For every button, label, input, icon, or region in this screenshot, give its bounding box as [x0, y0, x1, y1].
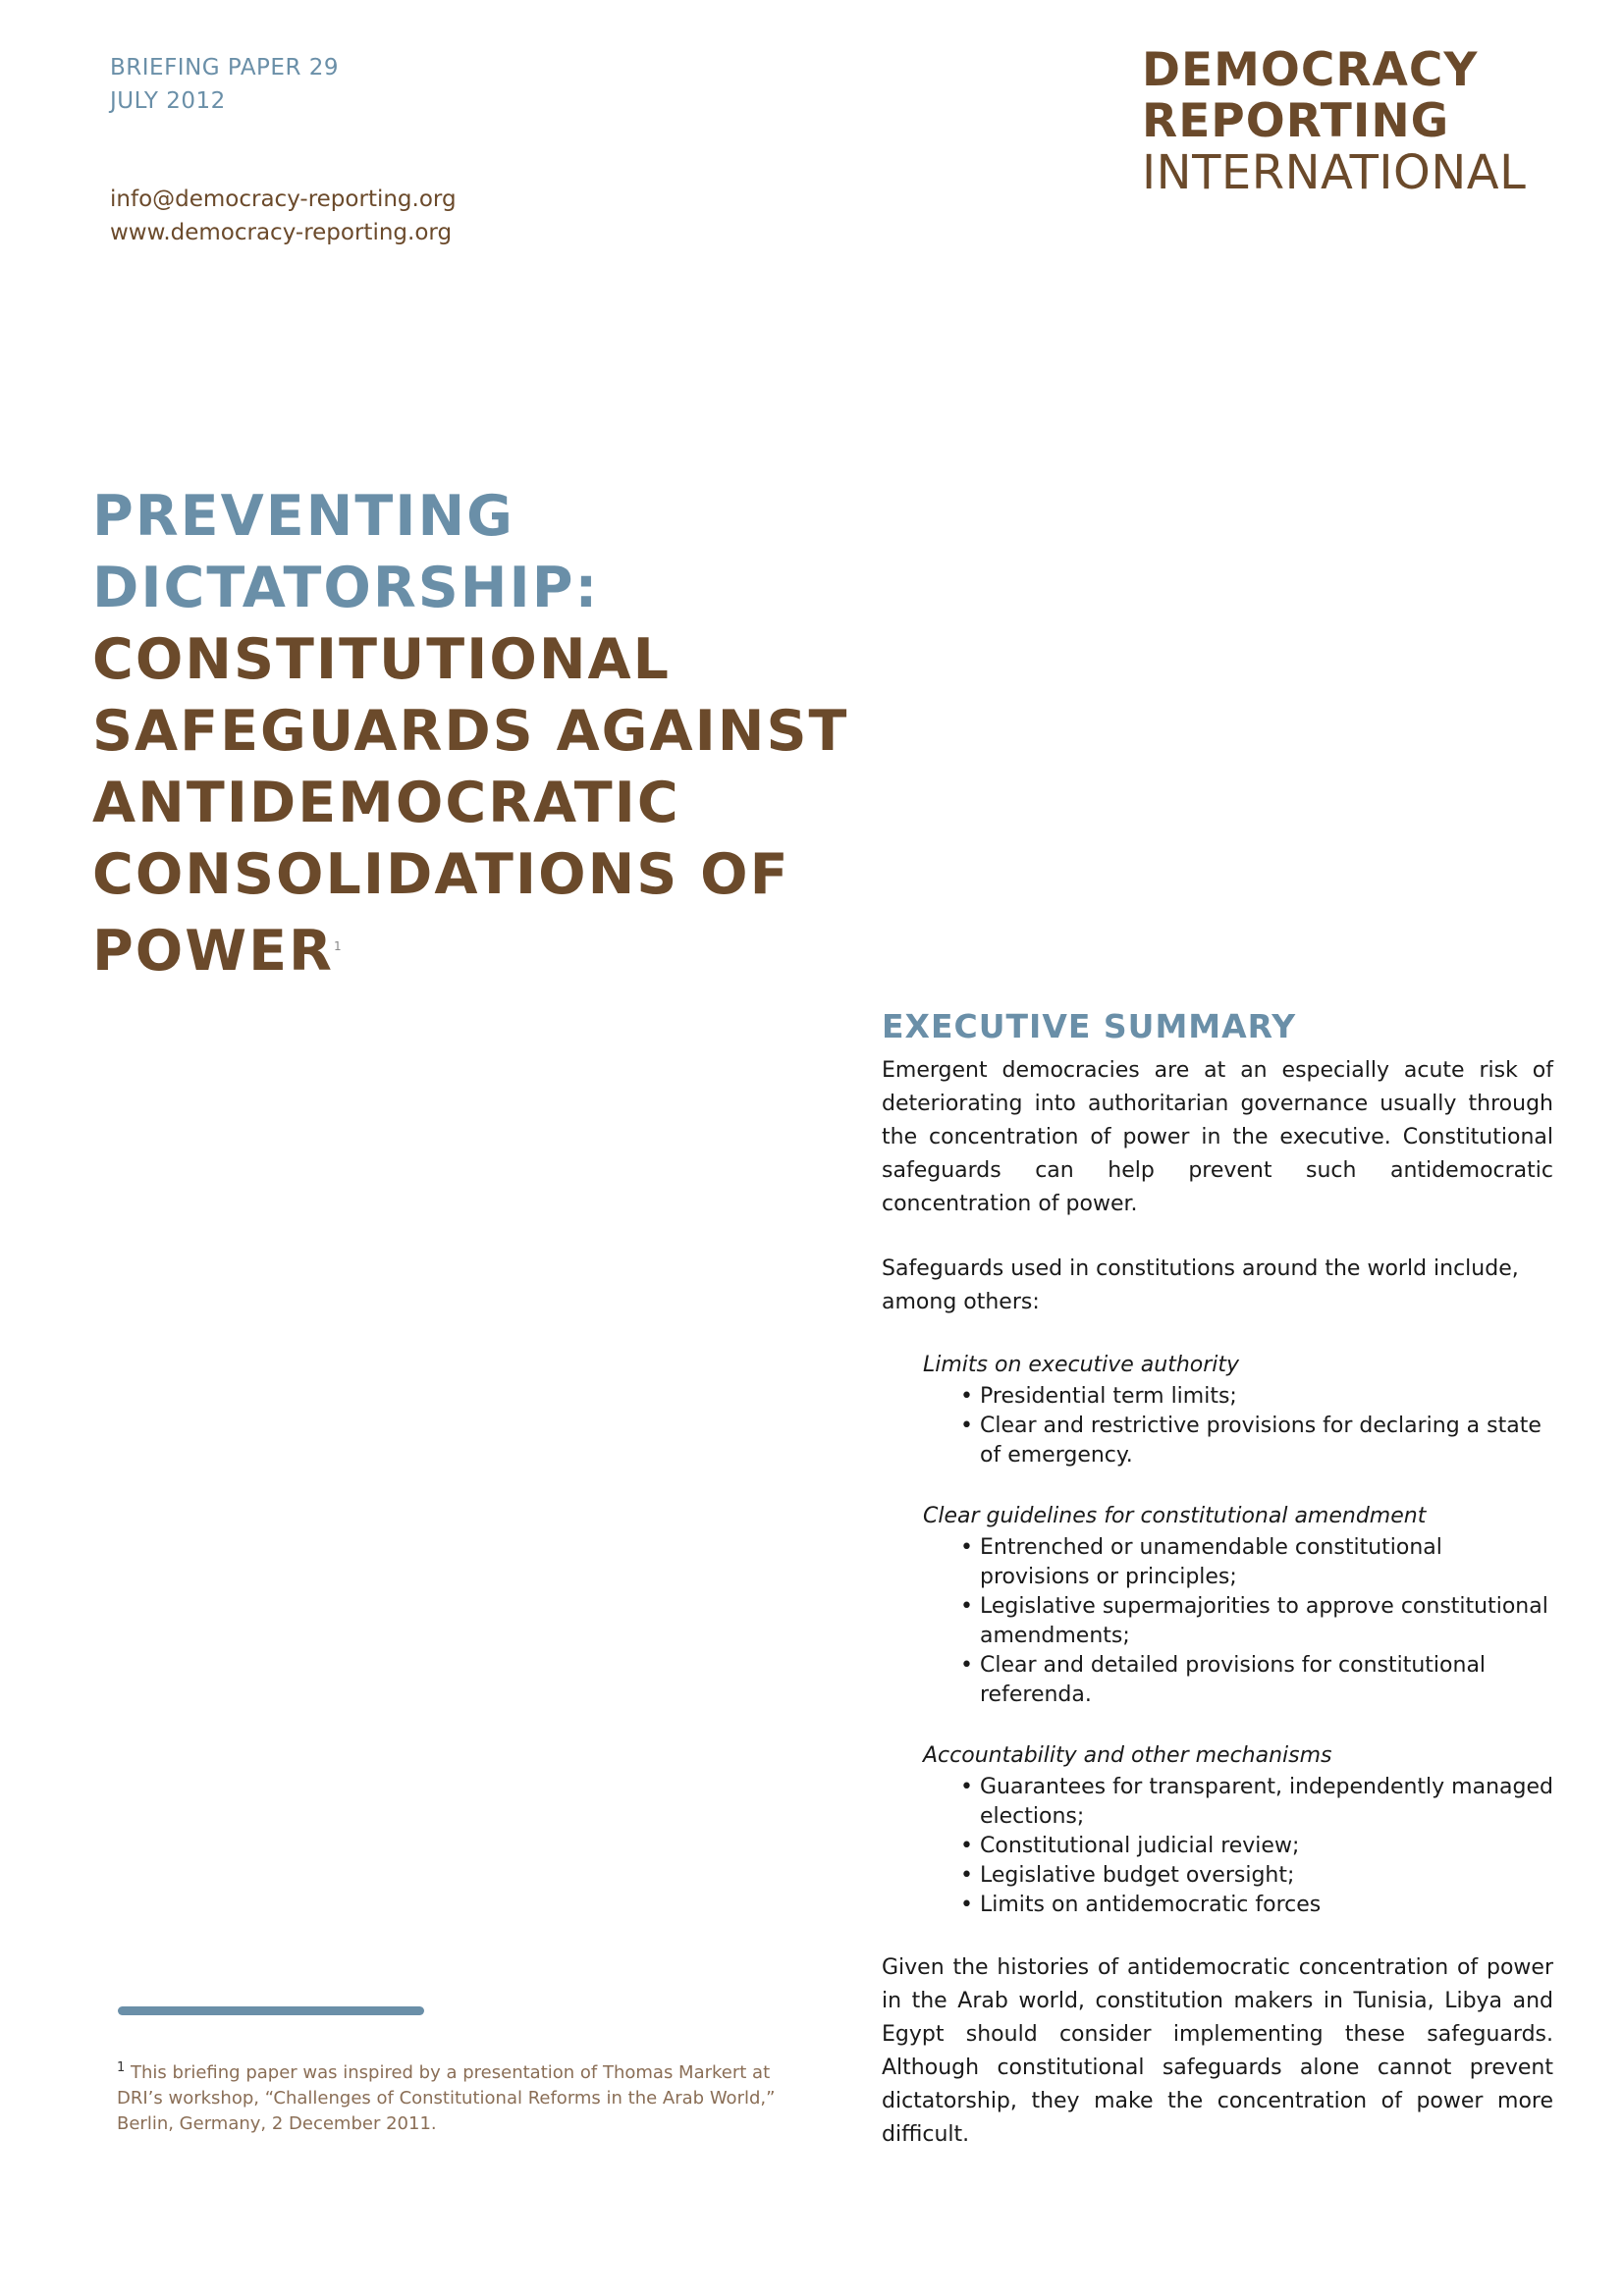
title-line: PREVENTING	[92, 484, 514, 549]
list-item: • Legislative supermajorities to approve constitutional amendments;	[980, 1592, 1553, 1651]
bullet-list	[923, 1382, 1553, 1470]
safeguard-group-accountability	[923, 1741, 1553, 1920]
summary-paragraph-2: Safeguards used in constitutions around the world include, among others:	[882, 1256, 1519, 1314]
executive-summary	[882, 1005, 1553, 2152]
contact-website: www.democracy-reporting.org	[110, 220, 453, 245]
bullet-list	[923, 1533, 1553, 1710]
footnote-text: This briefing paper was inspired by a presentation of Thomas Markert at DRI’s workshop, “Challenges of Constitutional Reforms in the Arab World,” Berlin, Germany, 2 December 2011.	[117, 2062, 776, 2134]
publication-date: JULY 2012	[110, 88, 226, 114]
footnote-marker: 1	[117, 2060, 126, 2075]
summary-paragraph-1: Emergent democracies are at an especially acute risk of deteriorating into authoritarian governance usually through the concentration of power in the executive. Constitutional safeguards can help prevent such antidemocratic concentration of power.	[882, 1058, 1553, 1216]
logo-line-democracy: DEMOCRACY	[1142, 43, 1479, 97]
list-item: • Entrenched or unamendable constitutional provisions or principles;	[980, 1533, 1553, 1592]
safeguard-group-amendment	[923, 1502, 1553, 1710]
group-title: Clear guidelines for constitutional amendment	[923, 1504, 1427, 1528]
footnote	[117, 2056, 784, 2137]
contact-email: info@democracy-reporting.org	[110, 187, 457, 212]
bullet-list	[923, 1773, 1553, 1920]
list-item: • Limits on antidemocratic forces	[980, 1891, 1553, 1920]
list-item: • Guarantees for transparent, independently managed elections;	[980, 1773, 1553, 1832]
title-line: ANTIDEMOCRATIC	[92, 771, 680, 835]
footnote-divider	[118, 2006, 424, 2015]
title-last-word: POWER	[92, 919, 334, 984]
summary-heading: EXECUTIVE SUMMARY	[882, 1007, 1297, 1045]
summary-paragraph-3: Given the histories of antidemocratic concentration of power in the Arab world, constitution makers in Tunisia, Libya and Egypt should consider implementing these safeguards. Although constitutional safeguards alone cannot prevent dictatorship, they make the concentration of power more difficult.	[882, 1955, 1553, 2147]
header-meta	[110, 51, 339, 118]
logo-line-international: INTERNATIONAL	[1142, 145, 1527, 200]
title-line: SAFEGUARDS AGAINST	[92, 699, 849, 764]
list-item: • Presidential term limits;	[980, 1382, 1553, 1412]
logo-line-reporting: REPORTING	[1142, 94, 1450, 148]
list-item: • Clear and restrictive provisions for declaring a state of emergency.	[980, 1412, 1553, 1470]
list-item: • Constitutional judicial review;	[980, 1832, 1553, 1861]
title-line: CONSOLIDATIONS OF	[92, 842, 790, 907]
title-line: DICTATORSHIP:	[92, 556, 600, 620]
group-title: Limits on executive authority	[923, 1353, 1240, 1377]
briefing-paper-number: BRIEFING PAPER 29	[110, 55, 340, 80]
safeguard-group-executive	[923, 1351, 1553, 1470]
group-title: Accountability and other mechanisms	[923, 1743, 1332, 1768]
list-item: • Clear and detailed provisions for constitutional referenda.	[980, 1651, 1553, 1710]
document-title	[92, 481, 848, 988]
title-line	[92, 911, 848, 988]
title-line: CONSTITUTIONAL	[92, 627, 671, 692]
list-item: • Legislative budget oversight;	[980, 1861, 1553, 1891]
header-contact	[110, 183, 457, 249]
title-footnote-marker: 1	[333, 939, 342, 953]
organization-logo	[1142, 45, 1526, 198]
